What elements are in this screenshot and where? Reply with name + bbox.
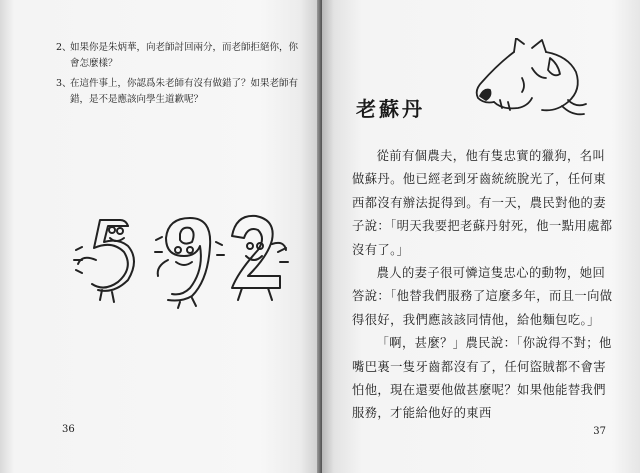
question-item [56,40,306,72]
question-list [56,40,306,112]
right-page [322,0,640,473]
question-item [56,76,306,108]
question-number: 2、 [56,42,72,53]
dog-head-icon [472,38,587,118]
story-paragraph: 農人的妻子很可憐這隻忠心的動物，她回答說：「他替我們服務了這麼多年，而且一向做得很好，我們應該該同情他，給他麵包吃。」 [352,266,613,327]
page-number: 37 [593,426,606,437]
story-body [352,145,614,426]
cartoon-numbers-592-icon [72,200,292,310]
question-number: 3、 [56,78,72,89]
question-text: 在這件事上，你認爲朱老師有沒有做錯了？如果老師有錯，是不是應該向學生道歉呢？ [70,78,299,105]
story-paragraph: 「啊，甚麼？」農民說：「你說得不對；他嘴巴裏一隻牙齒都沒有了，任何盜賊都不會害怕他，現在還要他做甚麼呢？如果他能替我們服務，才能給他好的東西 [352,336,612,421]
story-title: 老蘇丹 [356,97,425,121]
story-paragraph: 從前有個農夫，他有隻忠實的獵狗，名叫做蘇丹。他已經老到牙齒統統脫光了，任何東西都沒有辦法捉得到。有一天，農民對他的妻子說：「明天我要把老蘇丹射死，他一點用處都沒有了。」 [352,149,613,257]
question-text: 如果你是朱炳華，向老師討回兩分，而老師拒絕你，你會怎麼樣？ [70,42,299,69]
page-number: 36 [62,424,75,435]
